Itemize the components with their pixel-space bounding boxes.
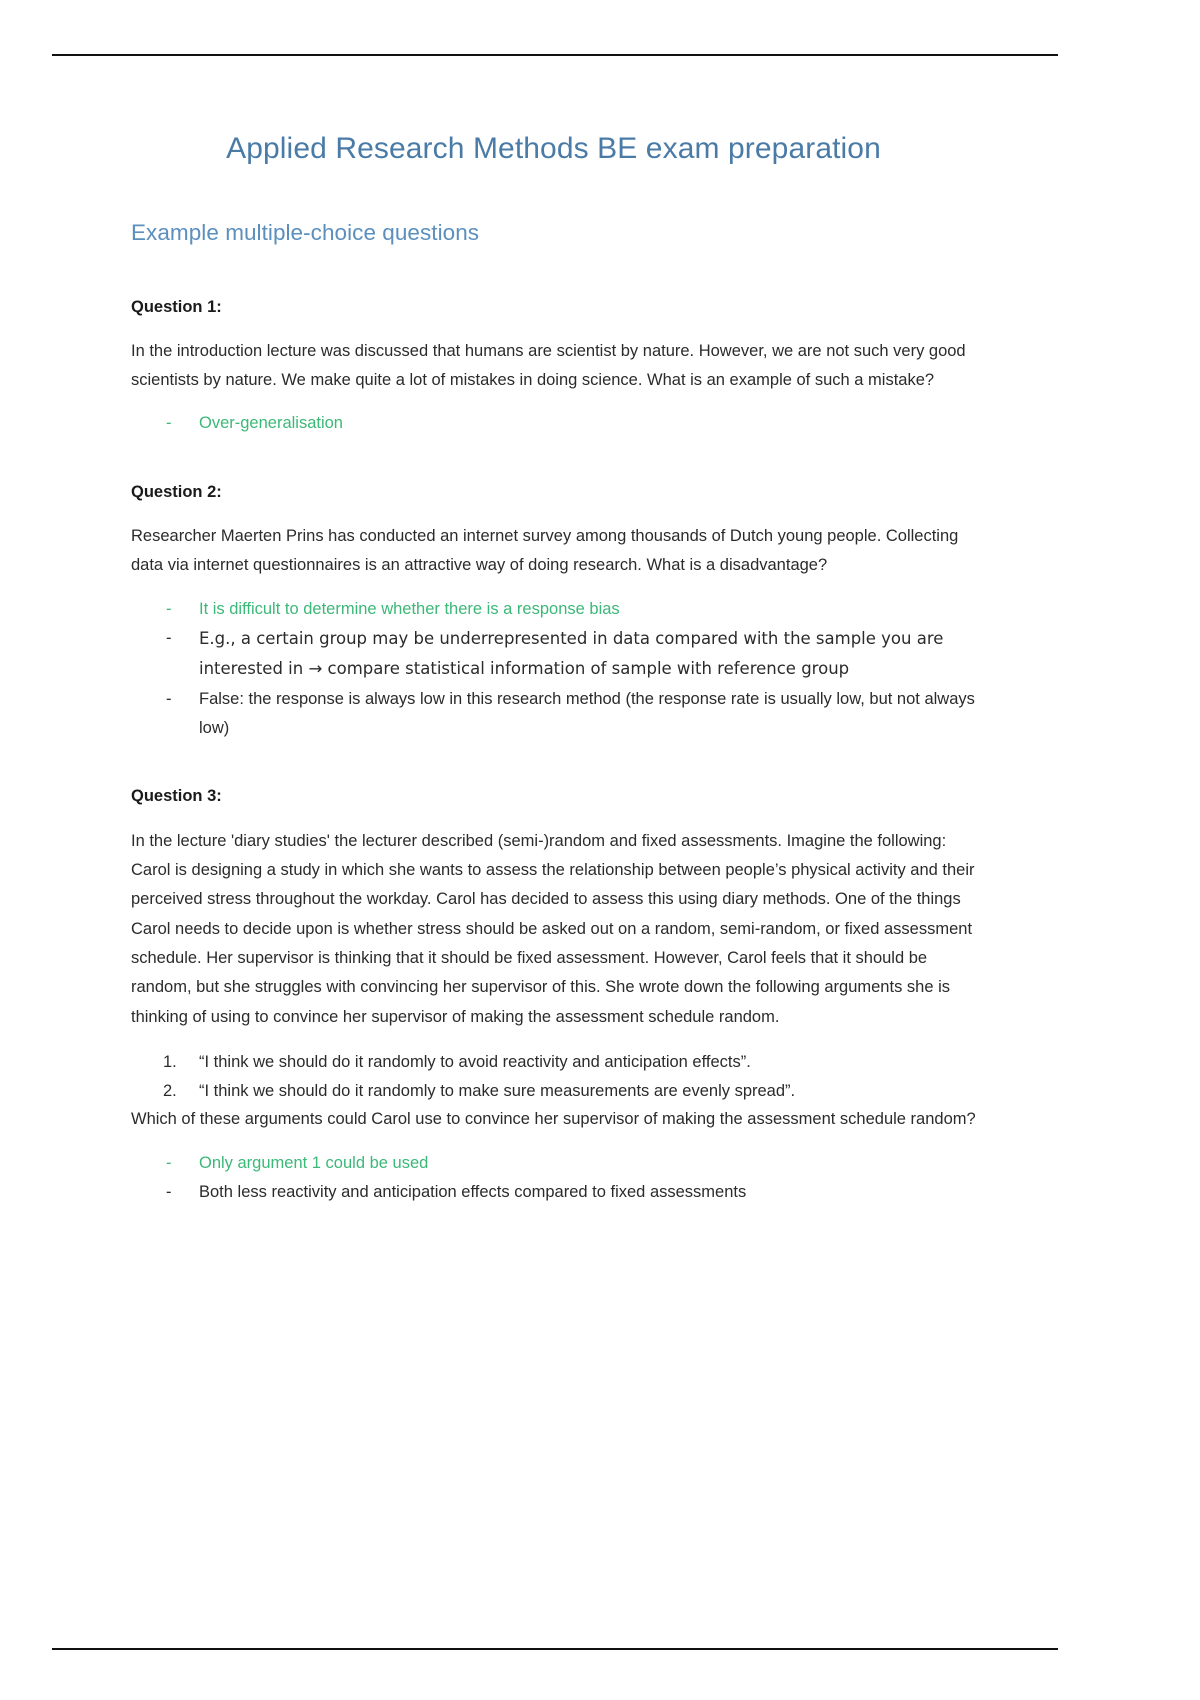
answer-text: It is difficult to determine whether there is a response bias (199, 599, 620, 618)
answer-list (131, 409, 976, 438)
argument-text: “I think we should do it randomly to avoid reactivity and anticipation effects”. (199, 1053, 751, 1072)
argument-item (131, 1048, 976, 1077)
question-paragraph: In the introduction lecture was discussed that humans are scientist by nature. However, we are not such very good scientists by nature. We make quite a lot of mistakes in doing science. What is an example of such a mistake? (131, 341, 966, 390)
question-heading: Question 3: (131, 787, 222, 806)
argument-item (131, 1077, 976, 1106)
top-horizontal-rule (52, 54, 1058, 56)
page-title: Applied Research Methods BE exam preparation (226, 132, 881, 165)
follow-up-paragraph: Which of these arguments could Carol use to convince her supervisor of making the assessment schedule random? (131, 1110, 976, 1129)
answer-item (131, 1178, 976, 1207)
answer-item (131, 624, 976, 685)
question-block-1 (131, 296, 976, 439)
document-content (131, 130, 976, 1208)
bottom-horizontal-rule (52, 1648, 1058, 1650)
answer-list (131, 1149, 976, 1208)
question-paragraph: Researcher Maerten Prins has conducted an internet survey among thousands of Dutch young people. Collecting data via internet questionnaires is an attractive way of doing research. What is a disadvantage? (131, 526, 959, 575)
question-block-3 (131, 785, 976, 1207)
answer-item-correct (131, 1149, 976, 1178)
question-heading: Question 2: (131, 482, 222, 501)
section-subtitle: Example multiple-choice questions (131, 220, 480, 246)
dash-bullet-icon: - (166, 599, 172, 618)
answer-text: E.g., a certain group may be underrepresented in data compared with the sample you are interested in → compare statistical information of sample with reference group (199, 628, 944, 679)
dash-bullet-icon: - (166, 628, 172, 647)
argument-list (131, 1048, 976, 1105)
answer-text: Over-generalisation (199, 414, 343, 433)
list-number: 1. (163, 1053, 177, 1072)
dash-bullet-icon: - (166, 1153, 172, 1172)
dash-bullet-icon: - (166, 1183, 172, 1202)
question-heading: Question 1: (131, 297, 222, 316)
argument-text: “I think we should do it randomly to make sure measurements are evenly spread”. (199, 1081, 796, 1100)
answer-item-correct (131, 409, 976, 438)
question-block-2 (131, 481, 976, 744)
list-number: 2. (163, 1081, 177, 1100)
answer-text: Only argument 1 could be used (199, 1153, 429, 1172)
answer-list (131, 595, 976, 744)
dash-bullet-icon: - (166, 414, 172, 433)
answer-text: False: the response is always low in this research method (the response rate is usually low, but not always low) (199, 689, 975, 738)
answer-text: Both less reactivity and anticipation effects compared to fixed assessments (199, 1183, 747, 1202)
answer-item-correct (131, 595, 976, 624)
answer-item (131, 685, 976, 744)
question-paragraph: In the lecture 'diary studies' the lecturer described (semi-)random and fixed assessments. Imagine the following: Carol is designing a study in which she wants to assess the relationship between people’s physical activity and their perceived stress throughout the workday. Carol has decided to assess this using diary methods. One of the things Carol needs to decide upon is whether stress should be asked out on a random, semi-random, or fixed assessment schedule. Her supervisor is thinking that it should be fixed assessment. However, Carol feels that it should be random, but she struggles with convincing her supervisor of this. She wrote down the following arguments she is thinking of using to convince her supervisor of making the assessment schedule random. (131, 831, 975, 1026)
dash-bullet-icon: - (166, 689, 172, 708)
